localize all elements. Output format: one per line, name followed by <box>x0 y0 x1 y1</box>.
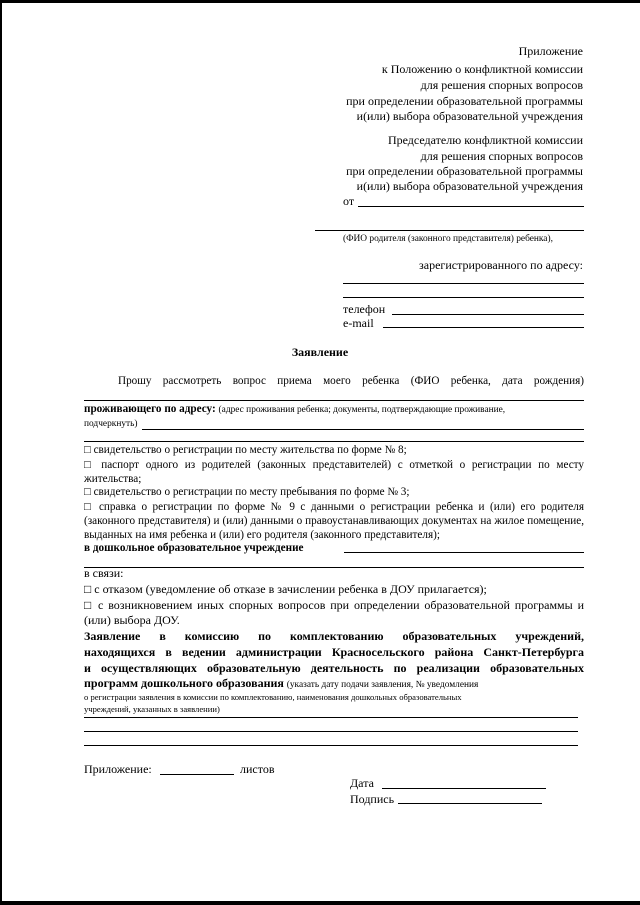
appendix-line-3: для решения спорных вопросов <box>420 78 583 92</box>
commission-note-2: о регистрации заявления в комиссии по комплектованию, наименования дошкольных образовательных <box>84 692 462 702</box>
request-text: Прошу рассмотреть вопрос приема моего ребенка (ФИО ребенка, дата рождения) <box>118 375 584 387</box>
reason-item-1[interactable] <box>84 582 584 597</box>
signature-label: Подпись <box>350 792 395 806</box>
preschool-field-line-2[interactable] <box>84 567 584 568</box>
from-label: от <box>343 194 355 208</box>
sheets-label: листов <box>240 762 275 776</box>
email-label: e-mail <box>343 316 374 330</box>
address-line-1[interactable] <box>343 283 584 284</box>
commission-field-line-1[interactable] <box>84 717 578 718</box>
appendix-line-1: Приложение <box>518 44 583 58</box>
addressee-line-1: Председателю конфликтной комиссии <box>387 133 583 147</box>
reason-item-2[interactable] <box>84 598 584 628</box>
residing-line <box>84 402 505 416</box>
parent-name-line[interactable] <box>315 230 584 231</box>
preschool-field-line[interactable] <box>344 552 584 553</box>
addressee-line-2: для решения спорных вопросов <box>420 149 583 163</box>
residing-address-line-2[interactable] <box>84 441 584 442</box>
commission-field-line-2[interactable] <box>84 731 578 732</box>
residing-note-2: подчеркнуть) <box>84 419 138 429</box>
date-field-line[interactable] <box>382 788 546 789</box>
fio-caption: (ФИО родителя (законного представителя) ребенка), <box>343 234 553 244</box>
commission-line-1: Заявление в комиссию по комплектованию образовательных учреждений, <box>84 629 584 643</box>
appendix-line-5: и(или) выбора образовательной учреждения <box>356 109 583 123</box>
commission-note-3: учреждений, указанных в заявлении) <box>84 704 220 714</box>
checkbox-icon[interactable]: □ <box>84 501 94 513</box>
doc-item-4-text: справка о регистрации по форме № 9 с данными о регистрации ребенка и (или) его родителя (законного представителя) и (или) данными о правоустанавливающих документах на жилое помещение, выданных на имя ребенка и (или) его родителя (законного представителя); <box>84 501 584 541</box>
due-to-label: в связи: <box>84 566 124 580</box>
doc-item-2[interactable] <box>84 458 584 486</box>
doc-item-3-text: свидетельство о регистрации по месту пребывания по форме № 3; <box>93 486 410 498</box>
residing-note-1: (адрес проживания ребенка; документы, подтверждающие проживание, <box>218 405 506 415</box>
doc-item-4[interactable] <box>84 500 584 542</box>
commission-bold-4: программ дошкольного образования <box>84 676 284 690</box>
child-name-line[interactable] <box>84 400 584 401</box>
commission-line-2: находящихся в ведении администрации Красносельского района Санкт-Петербурга <box>84 645 584 659</box>
preschool-label: в дошкольное образовательное учреждение <box>84 542 304 554</box>
email-field-line[interactable] <box>383 327 584 328</box>
checkbox-icon[interactable]: □ <box>84 486 91 498</box>
phone-field-line[interactable] <box>392 314 584 315</box>
address-line-2[interactable] <box>343 297 584 298</box>
commission-line-4 <box>84 676 478 691</box>
checkbox-icon[interactable]: □ <box>84 444 91 456</box>
doc-item-2-text: паспорт одного из родителей (законных представителей) с отметкой о регистрации по месту жительства; <box>84 459 585 485</box>
phone-label: телефон <box>343 302 386 316</box>
from-field-line[interactable] <box>358 206 584 207</box>
attachment-count-line[interactable] <box>160 774 234 775</box>
reason-item-1-text: с отказом (уведомление об отказе в зачислении ребенка в ДОУ прилагается); <box>94 582 487 596</box>
addressee-line-3: при определении образовательной программы <box>346 164 583 178</box>
checkbox-icon[interactable]: □ <box>84 582 92 596</box>
document-title: Заявление <box>291 345 349 359</box>
checkbox-icon[interactable]: □ <box>84 459 95 471</box>
residing-label: проживающего по адресу: <box>84 403 216 415</box>
reason-item-2-text: с возникновением иных спорных вопросов при определении образовательной программы и (или) выбора ДОУ. <box>84 598 585 627</box>
residing-address-line-1[interactable] <box>142 429 584 430</box>
appendix-line-4: при определении образовательной программы <box>346 94 583 108</box>
signature-field-line[interactable] <box>398 803 542 804</box>
date-label: Дата <box>350 776 374 790</box>
doc-item-3[interactable] <box>84 485 584 499</box>
attachment-label: Приложение: <box>84 762 152 776</box>
commission-note-1: (указать дату подачи заявления, № уведомления <box>286 680 479 690</box>
registered-label: зарегистрированного по адресу: <box>419 258 583 272</box>
appendix-line-2: к Положению о конфликтной комиссии <box>381 62 583 76</box>
checkbox-icon[interactable]: □ <box>84 598 94 612</box>
commission-field-line-3[interactable] <box>84 745 578 746</box>
doc-item-1-text: свидетельство о регистрации по месту жительства по форме № 8; <box>93 444 407 456</box>
addressee-line-4: и(или) выбора образовательной учреждения <box>356 179 583 193</box>
commission-line-3: и осуществляющих образовательную деятельность по реализации образовательных <box>84 661 584 675</box>
doc-item-1[interactable] <box>84 443 584 457</box>
